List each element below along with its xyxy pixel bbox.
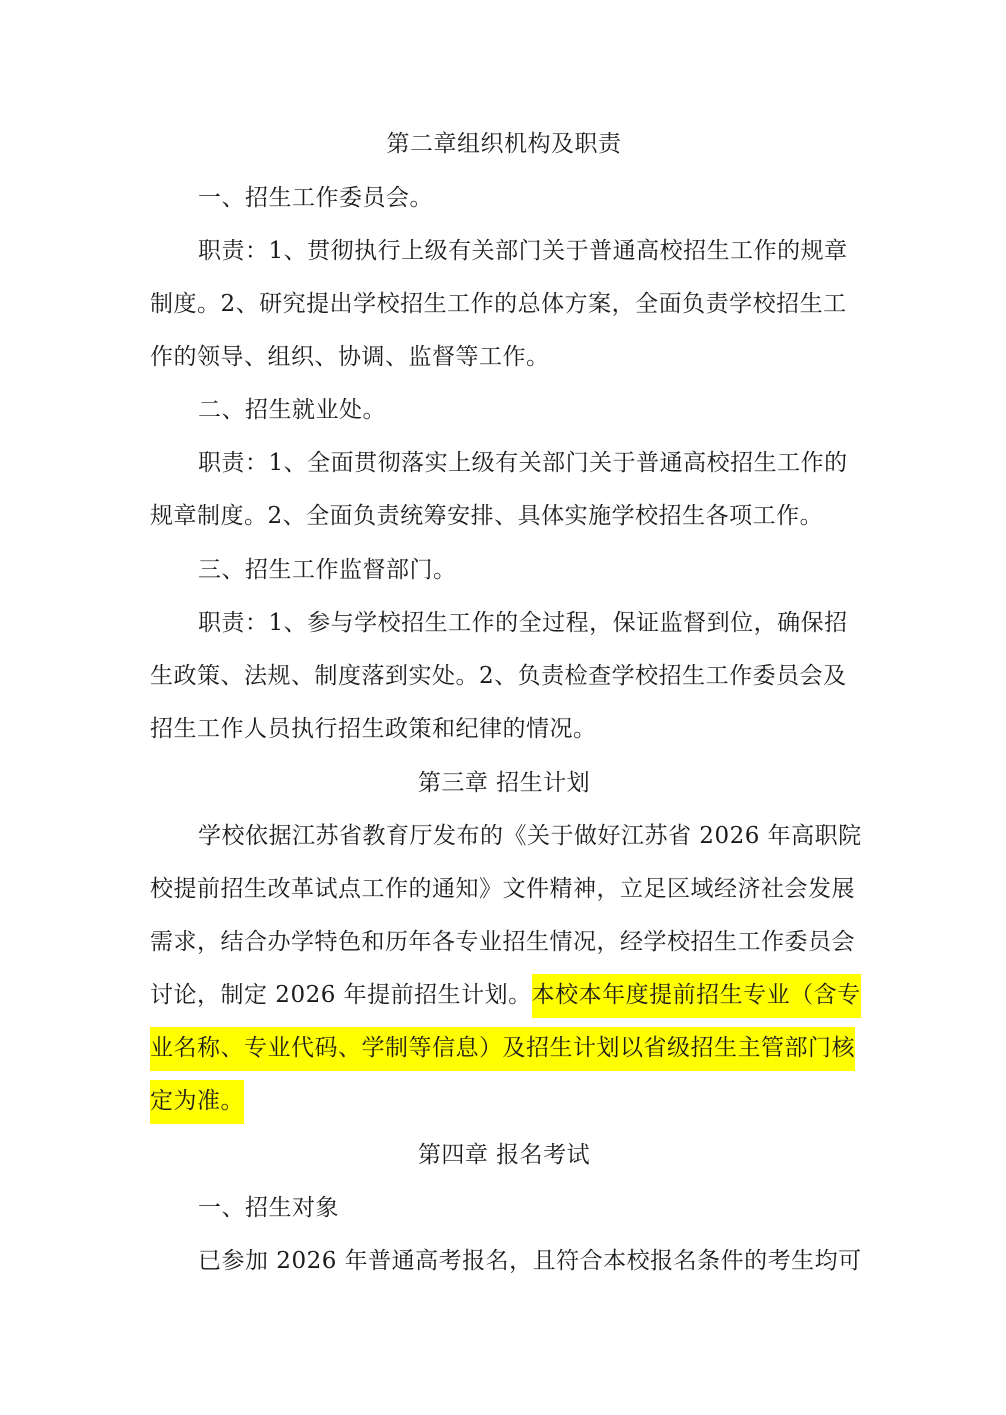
paragraph-line: [150, 969, 861, 1022]
chapter2-title: 第二章组织机构及职责: [386, 131, 622, 157]
chapter4-section1-heading: 一、招生对象: [198, 1195, 339, 1221]
paragraph-line: 学校依据江苏省教育厅发布的《关于做好江苏省 2026 年高职院: [198, 823, 862, 849]
plain-text: 讨论，制定 2026 年提前招生计划。: [150, 982, 532, 1008]
paragraph-line: 已参加 2026 年普通高考报名，且符合本校报名条件的考生均可: [198, 1248, 862, 1274]
chapter2-section3-heading: 三、招生工作监督部门。: [198, 557, 457, 583]
paragraph-line: 规章制度。2、全面负责统筹安排、具体实施学校招生各项工作。: [150, 503, 824, 529]
highlighted-text: 定为准。: [150, 1080, 244, 1124]
highlighted-text: 本校本年度提前招生专业（含专: [532, 974, 861, 1018]
chapter4-title: 第四章 报名考试: [417, 1142, 591, 1168]
paragraph-line: 作的领导、组织、协调、监督等工作。: [150, 344, 550, 370]
paragraph-line: [150, 1075, 858, 1128]
highlighted-text: 业名称、专业代码、学制等信息）及招生计划以省级招生主管部门核: [150, 1027, 855, 1071]
paragraph-line: 校提前招生改革试点工作的通知》文件精神，立足区域经济社会发展: [150, 876, 855, 902]
chapter2-section2-heading: 二、招生就业处。: [198, 397, 386, 423]
paragraph-line: 招生工作人员执行招生政策和纪律的情况。: [150, 716, 597, 742]
paragraph-line: 职责：1、参与学校招生工作的全过程，保证监督到位，确保招: [198, 610, 848, 636]
paragraph-line: 生政策、法规、制度落到实处。2、负责检查学校招生工作委员会及: [150, 663, 847, 689]
chapter3-title: 第三章 招生计划: [417, 770, 591, 796]
paragraph-line: 职责：1、贯彻执行上级有关部门关于普通高校招生工作的规章: [198, 238, 848, 264]
paragraph-line: 职责：1、全面贯彻落实上级有关部门关于普通高校招生工作的: [198, 450, 848, 476]
paragraph-line: 制度。2、研究提出学校招生工作的总体方案，全面负责学校招生工: [150, 291, 847, 317]
chapter2-section1-heading: 一、招生工作委员会。: [198, 185, 433, 211]
paragraph-line: [150, 1022, 858, 1075]
paragraph-line: 需求，结合办学特色和历年各专业招生情况，经学校招生工作委员会: [150, 929, 855, 955]
